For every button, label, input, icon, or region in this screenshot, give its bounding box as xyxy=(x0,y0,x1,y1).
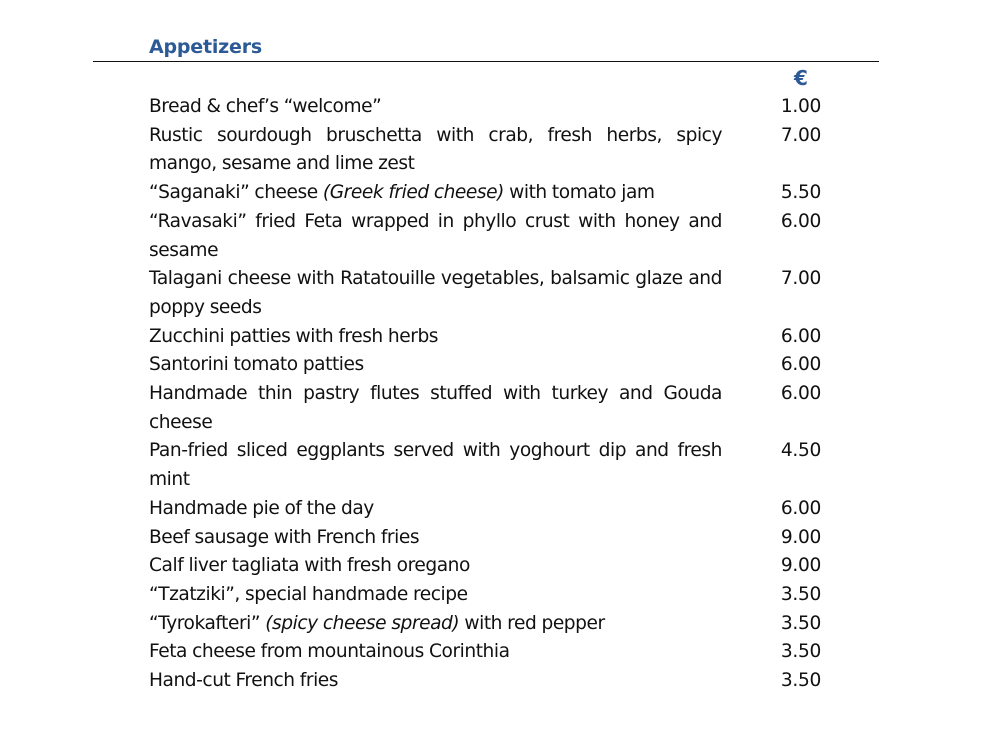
menu-item-price: 9.00 xyxy=(780,526,822,548)
menu-item-name xyxy=(149,179,722,208)
menu-item-name-text: Handmade pie of the day xyxy=(149,497,374,519)
menu-item-name xyxy=(149,380,722,437)
menu-item-name xyxy=(149,93,722,122)
menu-item xyxy=(149,437,849,494)
menu-item-name-text: “Ravasaki” fried Feta wrapped in phyllo crust with honey and sesame xyxy=(149,210,722,261)
section-title: Appetizers xyxy=(149,36,263,58)
menu-item-description: (spicy cheese spread) xyxy=(265,612,460,634)
menu-item-price: 1.00 xyxy=(780,96,822,117)
menu-item-name-text: Rustic sourdough bruschetta with crab, fresh herbs, spicy mango, sesame and lime zest xyxy=(149,124,722,175)
menu-item-name-suffix: with red pepper xyxy=(459,612,605,634)
currency-header: € xyxy=(794,66,808,90)
menu-item-name-text: Bread & chef’s “welcome” xyxy=(149,96,382,117)
menu-item-name-text: “Saganaki” cheese xyxy=(149,182,323,204)
menu-item xyxy=(149,208,849,265)
menu-item xyxy=(149,380,849,437)
menu-item-name xyxy=(149,610,722,639)
menu-item-name-text: “Tyrokafteri” xyxy=(149,612,266,634)
menu-item xyxy=(149,179,849,208)
menu-item-name-text: Pan-fried sliced eggplants served with yoghourt dip and fresh mint xyxy=(149,440,722,491)
section-divider xyxy=(93,61,879,62)
menu-item xyxy=(149,524,849,553)
menu-item-price: 6.00 xyxy=(780,210,822,232)
menu-item-name-text: “Tzatziki”, special handmade recipe xyxy=(149,583,468,605)
menu-item-name-text: Santorini tomato patties xyxy=(149,354,364,376)
menu-item-price: 3.50 xyxy=(780,612,822,634)
menu-item-name-text: Zucchini patties with fresh herbs xyxy=(149,325,439,347)
menu-item-name xyxy=(149,351,722,380)
menu-item xyxy=(149,93,849,122)
menu-item-price: 7.00 xyxy=(780,124,822,146)
menu-item-description: (Greek fried cheese) xyxy=(322,182,504,204)
menu-item xyxy=(149,581,849,610)
menu-item-name-text: Calf liver tagliata with fresh oregano xyxy=(149,555,470,577)
menu-item-name xyxy=(149,667,722,696)
menu-item-name-text: Handmade thin pastry flutes stuffed with turkey and Gouda cheese xyxy=(149,383,722,433)
menu-item-name-suffix: with tomato jam xyxy=(503,182,655,204)
menu-item-name-text: Hand-cut French fries xyxy=(149,670,339,692)
menu-item-name xyxy=(149,437,722,494)
menu-item-name-text: Talagani cheese with Ratatouille vegetables, balsamic glaze and poppy seeds xyxy=(149,268,722,318)
menu-item-name xyxy=(149,208,722,265)
menu-item xyxy=(149,552,849,581)
menu-item-name-text: Beef sausage with French fries xyxy=(149,526,420,548)
menu-item xyxy=(149,667,849,696)
menu-item-name xyxy=(149,524,722,553)
menu-item-name xyxy=(149,323,722,352)
menu-item-name xyxy=(149,495,722,524)
menu-item xyxy=(149,610,849,639)
menu-item xyxy=(149,638,849,667)
menu-item-name-text: Feta cheese from mountainous Corinthia xyxy=(149,641,510,663)
menu-item-name xyxy=(149,122,722,179)
menu-item xyxy=(149,265,849,322)
menu-item xyxy=(149,323,849,352)
menu-item-list xyxy=(149,93,849,696)
menu-item-price: 6.00 xyxy=(780,383,822,405)
menu-item xyxy=(149,122,849,179)
menu-item-price: 5.50 xyxy=(780,182,822,204)
menu-item-name xyxy=(149,638,722,667)
menu-item-price: 6.00 xyxy=(780,354,822,376)
menu-item xyxy=(149,351,849,380)
menu-item-price: 4.50 xyxy=(780,440,822,462)
menu-item-name xyxy=(149,265,722,322)
menu-item-price: 3.50 xyxy=(780,583,822,605)
menu-item xyxy=(149,495,849,524)
menu-item-price: 9.00 xyxy=(780,555,822,577)
menu-item-price: 7.00 xyxy=(780,268,822,290)
menu-item-price: 3.50 xyxy=(780,641,822,663)
menu-item-price: 6.00 xyxy=(780,325,822,347)
menu-item-price: 3.50 xyxy=(780,670,822,692)
menu-item-price: 6.00 xyxy=(780,497,822,519)
menu-item-name xyxy=(149,552,722,581)
menu-item-name xyxy=(149,581,722,610)
